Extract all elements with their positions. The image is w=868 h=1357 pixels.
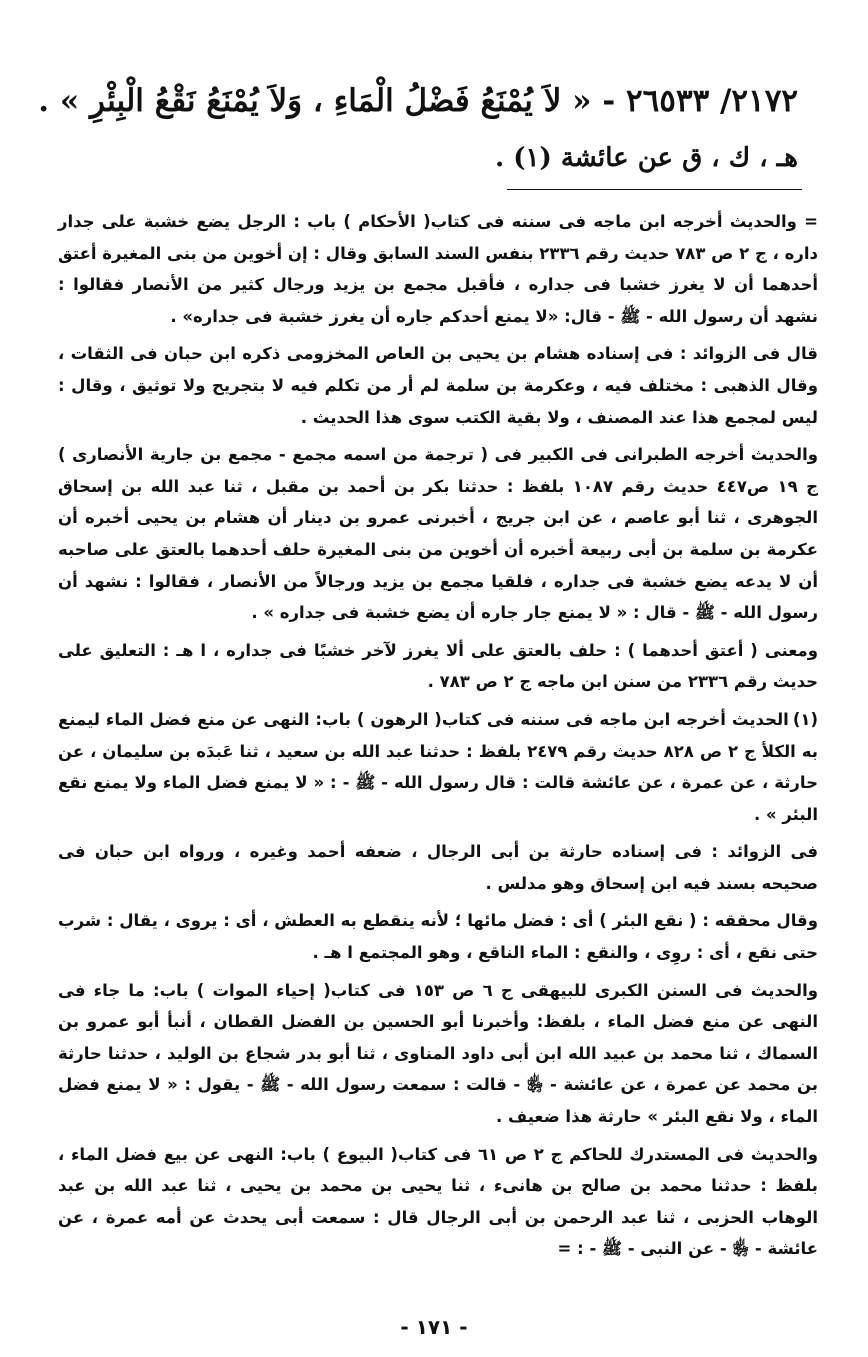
- footnote-paragraph: والحديث فى السنن الكبرى للبيهقى ج ٦ ص ١٥٣ فى كتاب( إحياء الموات ) باب: ما جاء فى النهى عن منع فضل الماء ، بلفظ: وأخبرنا أبو الحسين بن الفضل القطان ، أنبأ أبو عمرو بن السماك ، ثنا محمد بن عبيد الله ابن أبى داود المناوى ، ثنا أبو بدر شجاع بن الوليد ، حدثنا حارثة بن محمد عن عمرة ، عن عائشة - ﵂ - قالت : سمعت رسول الله - ﷺ - يقول : « لا يمنع فضل الماء ، ولا نقع البئر » حارثة هذا ضعيف .: [58, 980, 818, 1127]
- hadith-text: ٢١٧٢/ ٢٦٥٣٣ - « لاَ يُمْنَعُ فَضْلُ الْمَاءِ ، وَلاَ يُمْنَعُ نَقْعُ الْبِئْرِ » .: [38, 83, 798, 119]
- footnote-paragraph: فى الزوائد : فى إسناده حارثة بن أبى الرجال ، ضعفه أحمد وغيره ، ورواه ابن حبان فى صحيحه بسند فيه ابن إسحاق وهو مدلس .: [58, 842, 818, 893]
- footnote-1-text: الحديث أخرجه ابن ماجه فى سننه فى كتاب( الرهون ) باب: النهى عن منع فضل الماء ليمنع به الكلأ ج ٢ ص ٨٢٨ حديث رقم ٢٤٧٩ بلفظ : حدثنا عبد الله بن سعيد ، ثنا عَبدَه بن سليمان ، عن حارثة ، عن عمرة ، عن عائشة قالت : قال رسول الله - ﷺ - : « لا يمنع فضل الماء ولا يمنع نقع البئر » .: [58, 709, 819, 824]
- hadith-source-line: هـ ، ك ، ق عن عائشة (١) .: [495, 143, 798, 173]
- footnote-paragraph: قال فى الزوائد : فى إسناده هشام بن يحيى بن العاص المخزومى ذكره ابن حبان فى الثقات ، وقال الذهبى : مختلف فيه ، وعكرمة بن سلمة لم أر من تكلم فيه لا بتجريح ولا توثيق ، وقال : ليس لمجمع هذا عند المصنف ، ولا بقية الكتب سوى هذا الحديث .: [58, 344, 818, 427]
- footnote-marker: (١): [792, 709, 818, 729]
- page-number: - ١٧١ -: [400, 1315, 468, 1339]
- footnotes: [58, 206, 818, 1271]
- footnote-separator: [507, 189, 802, 190]
- footnote-paragraph: = والحديث أخرجه ابن ماجه فى سننه فى كتاب( الأحكام ) باب : الرجل يضع خشبة على جدار داره ، ج ٢ ص ٧٨٣ حديث رقم ٢٣٣٦ بنفس السند السابق وقال : إن أخوين من بنى المغيرة أعتق أحدهما أن لا يغرز خشبا فى جداره ، فأقبل مجمع بن يزيد ورجال كثير من الأنصار فقالوا : نشهد أن رسول الله - ﷺ - قال: «لا يمنع أحدكم جاره أن يغرز خشبة فى جداره» .: [58, 212, 819, 326]
- footnote-paragraph: والحديث فى المستدرك للحاكم ج ٢ ص ٦١ فى كتاب( البيوع ) باب: النهى عن بيع فضل الماء ، بلفظ : حدثنا محمد بن صالح بن هانىء ، ثنا يحيى بن محمد بن يحيى ، ثنا عبد الله بن عبد الوهاب الحزبى ، ثنا عبد الرحمن بن أبى الرجال قال : سمعت أبى يحدث عن أمه عمرة ، عن عائشة - ﵂ - عن النبى - ﷺ - : =: [58, 1144, 819, 1259]
- footnote-paragraph: والحديث أخرجه الطبرانى فى الكبير فى ( ترجمة من اسمه مجمع - مجمع بن جارية الأنصارى ) ج ١٩ ص٤٤٧ حديث رقم ١٠٨٧ بلفظ : حدثنا بكر بن أحمد بن مقبل ، ثنا عبد الله بن إسحاق الجوهرى ، ثنا أبو عاصم ، عن ابن جريج ، أخبرنى عمرو بن دينار أن هشام بن يحيى أخبره أن عكرمة بن سلمة بن أبى ربيعة أخبره أن أخوين من بنى المغيرة حلف أحدهما بالعتق على صاحبه أن لا يدعه يضع خشبة فى جداره ، فلقيا مجمع بن يزيد ورجالاً من الأنصار ، فقالوا : نشهد أن رسول الله - ﷺ - قال : « لا يمنع جار جاره أن يضع خشبة فى جداره » .: [58, 445, 818, 623]
- footnote-1-paragraph: [58, 704, 818, 830]
- footnote-paragraph: وقال محققه : ( نقع البئر ) أى : فضل مائها ؛ لأنه ينقطع به العطش ، أى : يروى ، يقال : شرب حتى نقع ، أى : روِى ، والنقع : الماء الناقع ، وهو المجتمع ا هـ .: [58, 911, 818, 963]
- footnote-paragraph: ومعنى ( أعتق أحدهما ) : حلف بالعتق على ألا يغرز لآخر خشبًا فى جداره ، ا هـ : التعليق على حديث رقم ٢٣٣٦ من سنن ابن ماجه ج ٢ ص ٧٨٣ .: [58, 640, 818, 692]
